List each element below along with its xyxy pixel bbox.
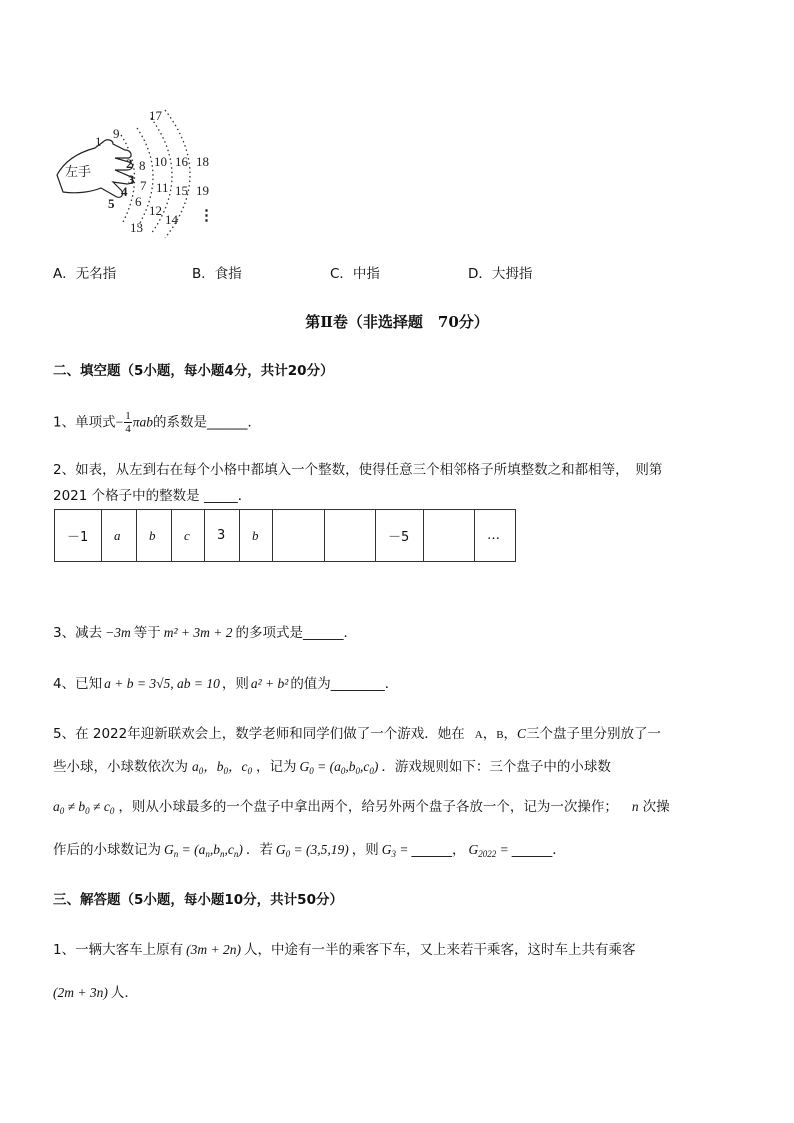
grid-cell: b	[240, 510, 273, 562]
question-fill-5-line2: 些小球，小球数依次为 $a_0$，$b_0$，$c_0$ ，记为 $G_0 = (a_0,b_0,c_0)$ ．游戏规则如下：三个盘子中的小球数	[53, 759, 611, 776]
num-16: 16	[175, 154, 188, 169]
choice-d[interactable]: D．大拇指	[468, 266, 533, 282]
grid-cell: －5	[376, 510, 424, 562]
question-fill-3: 3、减去 −3m 等于 m² + 3m + 2 的多项式是______．	[53, 625, 357, 641]
num-19: 19	[196, 183, 209, 198]
hand-label: 左手	[65, 164, 92, 179]
question-fill-2-line2: 2021 个格子中的整数是 _____．	[53, 488, 252, 504]
num-3: 3	[128, 172, 135, 187]
section2-heading: 二、填空题（5小题，每小题4分，共计20分）	[53, 363, 334, 379]
question-fill-1	[53, 410, 261, 435]
question-fill-5-line4: 作后的小球数记为 $G_n = (a_n,b_n,c_n)$ ．若 $G_0 = (3,5,19)$ ，则 $G_3$ = ______， $G_{2022}$ = ______．	[53, 842, 566, 859]
num-13: 13	[130, 220, 143, 235]
q1-fraction: $\frac{1}{4}$	[125, 410, 131, 435]
grid-cell	[325, 510, 376, 562]
part2-title: 第Ⅱ卷（非选择题 70分）	[305, 313, 489, 331]
num-5: 5	[108, 196, 115, 211]
grid-cell	[273, 510, 325, 562]
grid-cell: a	[102, 510, 137, 562]
finger-counting-figure	[55, 100, 235, 240]
number-grid-table	[54, 509, 516, 562]
ellipsis-dots: ⋮	[199, 208, 214, 224]
choice-c[interactable]: C．中指	[330, 266, 380, 282]
question-fill-5-line1: 5、在 2022年迎新联欢会上，数学老师和同学们做了一个游戏．她在 A，B，C三个盘子里分别放了一	[53, 726, 662, 742]
num-6: 6	[135, 194, 142, 209]
num-17: 17	[149, 108, 162, 123]
num-12: 12	[149, 203, 162, 218]
choice-a[interactable]: A．无名指	[53, 266, 117, 282]
q1-minus: −	[115, 414, 124, 430]
q1-suffix: 的系数是______．	[152, 414, 261, 431]
num-15: 15	[175, 183, 188, 198]
q1-var: πab	[132, 414, 153, 430]
num-11: 11	[156, 180, 169, 195]
num-4: 4	[121, 184, 128, 199]
num-9: 9	[113, 126, 120, 141]
choice-b[interactable]: B．食指	[192, 266, 242, 282]
grid-cell: c	[172, 510, 205, 562]
grid-cell: 3	[205, 510, 240, 562]
num-7: 7	[140, 178, 147, 193]
question-answer-1-line1: 1、一辆大客车上原有 (3m + 2n) 人，中途有一半的乘客下车，又上来若干乘客，这时车上共有乘客	[53, 942, 636, 958]
num-2: 2	[126, 156, 133, 171]
grid-cell: …	[475, 510, 516, 562]
grid-cell	[424, 510, 475, 562]
q1-prefix: 1、单项式	[53, 414, 116, 431]
question-answer-1-line2: (2m + 3n) 人．	[53, 985, 138, 1001]
question-fill-2-line1: 2、如表，从左到右在每个小格中都填入一个整数，使得任意三个相邻格子所填整数之和都相等， 则第	[53, 462, 663, 478]
question-fill-4: 4、已知 a + b = 3√5, ab = 10 ，则 a² + b² 的值为________．	[53, 676, 399, 692]
num-1: 1	[95, 134, 102, 149]
section3-heading: 三、解答题（5小题，每小题10分，共计50分）	[53, 892, 343, 908]
num-14: 14	[165, 212, 178, 227]
question-fill-5-line3: $a_0 \ne b_0 \ne c_0$ ，则从小球最多的一个盘子中拿出两个，给另外两个盘子各放一个，记为一次操作； n 次操	[53, 799, 670, 816]
grid-cell: －1	[55, 510, 102, 562]
grid-cell: b	[137, 510, 172, 562]
num-8: 8	[139, 158, 146, 173]
num-18: 18	[196, 154, 209, 169]
num-10: 10	[154, 154, 167, 169]
